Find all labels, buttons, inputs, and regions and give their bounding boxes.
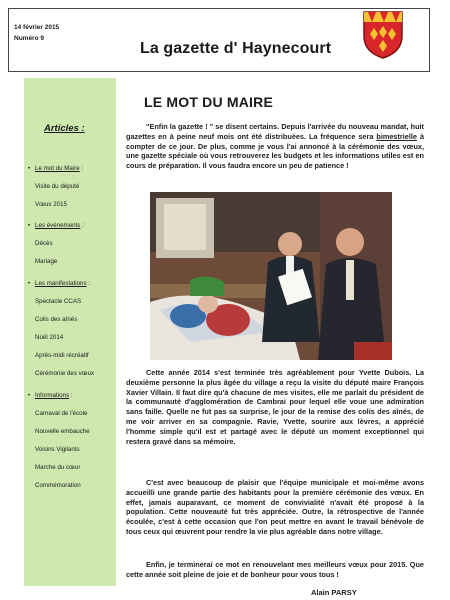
issue-number: Numéro 9 <box>14 35 44 42</box>
article-paragraph-intro: "Enfin la gazette ! " se disent certains. Depuis l'arrivée du nouveau mandat, huit gazettes en à peine neuf mois ont été distribuées. La fréquence sera bimestrielle à compter de ce jour. De plus, comme je vous l'ai annoncé à la cérémonie des vœux, une gazette spéciale où vous retrouverez les budgets et les informations utiles est en cours de préparation. Il vous faudra encore un peu de patience ! <box>126 122 425 171</box>
sidebar-articles <box>24 78 116 586</box>
sidebar-item[interactable]: Mariage <box>35 258 58 265</box>
article-photo <box>150 192 392 360</box>
sidebar-item[interactable]: Vœux 2015 <box>35 201 67 208</box>
article-heading: LE MOT DU MAIRE <box>144 94 273 110</box>
sidebar-item[interactable]: Commémoration <box>35 482 81 489</box>
sidebar-section-evenements[interactable]: • Les événements : <box>28 222 84 229</box>
issue-date: 14 février 2015 <box>14 24 60 31</box>
sidebar-section-informations[interactable]: • Informations : <box>28 392 73 399</box>
sidebar-item[interactable]: Marche du cœur <box>35 464 81 471</box>
article-paragraph-visite: Cette année 2014 s'est terminée très agréablement pour Yvette Dubois. La deuxième personne la plus âgée du village a reçu la visite du député maire François Xavier Villain. Il faut dire qu'à chacune de mes visites, elle me parlait du président de la communauté d'agglomération de Cambrai pour lequel elle voue une admiration sans faille. Quelle ne fut pas sa surprise, le jour de la remise des colis des aînés, de me voir arriver en sa compagnie. Ravie, Yvette, sourire aux lèvres, a apprécié l'homme simple qu'il est et partagé avec le député un moment exceptionnel qui restera gravé dans sa mémoire. <box>126 368 424 446</box>
sidebar-item[interactable]: Visite du député <box>35 183 80 190</box>
sidebar-item[interactable]: Spectacle CCAS <box>35 298 82 305</box>
sidebar-item[interactable]: Décès <box>35 240 53 247</box>
bullet-icon: • <box>28 392 31 399</box>
signature: Alain PARSY <box>311 588 357 597</box>
sidebar-item[interactable]: Carnaval de l'école <box>35 410 88 417</box>
bullet-icon: • <box>28 222 31 229</box>
bullet-icon: • <box>28 280 31 287</box>
sidebar-heading: Articles : <box>44 123 85 134</box>
sidebar-item[interactable]: Noël 2014 <box>35 334 64 341</box>
gazette-title: La gazette d' Haynecourt <box>140 40 332 57</box>
sidebar-item[interactable]: Cérémonie des vœux <box>35 370 95 377</box>
article-paragraph-conclusion: Enfin, je terminerai ce mot en renouvelant mes meilleurs vœux pour 2015. Que cette année soit pleine de joie et de bonheur pour vous tous ! <box>126 560 424 579</box>
article-paragraph-voeux: C'est avec beaucoup de plaisir que l'équipe municipale et moi-même avons accueilli une grande partie des habitants pour la première cérémonie des vœux. En effet, jamais auparavant, ce moment de convivialité n'avait été proposé à la population. Cette nouveauté fut très appréciée. Outre, la rétrospective de l'année écoulée, c'est à cette occasion que l'on peut mettre en avant le travail bénévole de tous ceux qui œuvrent pour rendre la vie plus agréable dans notre village. <box>126 478 424 536</box>
sidebar-section-mot-du-maire[interactable]: • Le mot du Maire : <box>28 165 84 172</box>
sidebar-item[interactable]: Après-midi récréatif <box>35 352 89 359</box>
sidebar-item[interactable]: Voisins Vigilants <box>35 446 80 453</box>
sidebar-section-manifestations[interactable]: • Les manifestations : <box>28 280 91 287</box>
sidebar-item[interactable]: Colis des aînés <box>35 316 78 323</box>
sidebar-item[interactable]: Nouvelle embauche <box>35 428 90 435</box>
village-crest-icon <box>362 10 404 60</box>
bullet-icon: • <box>28 165 31 172</box>
